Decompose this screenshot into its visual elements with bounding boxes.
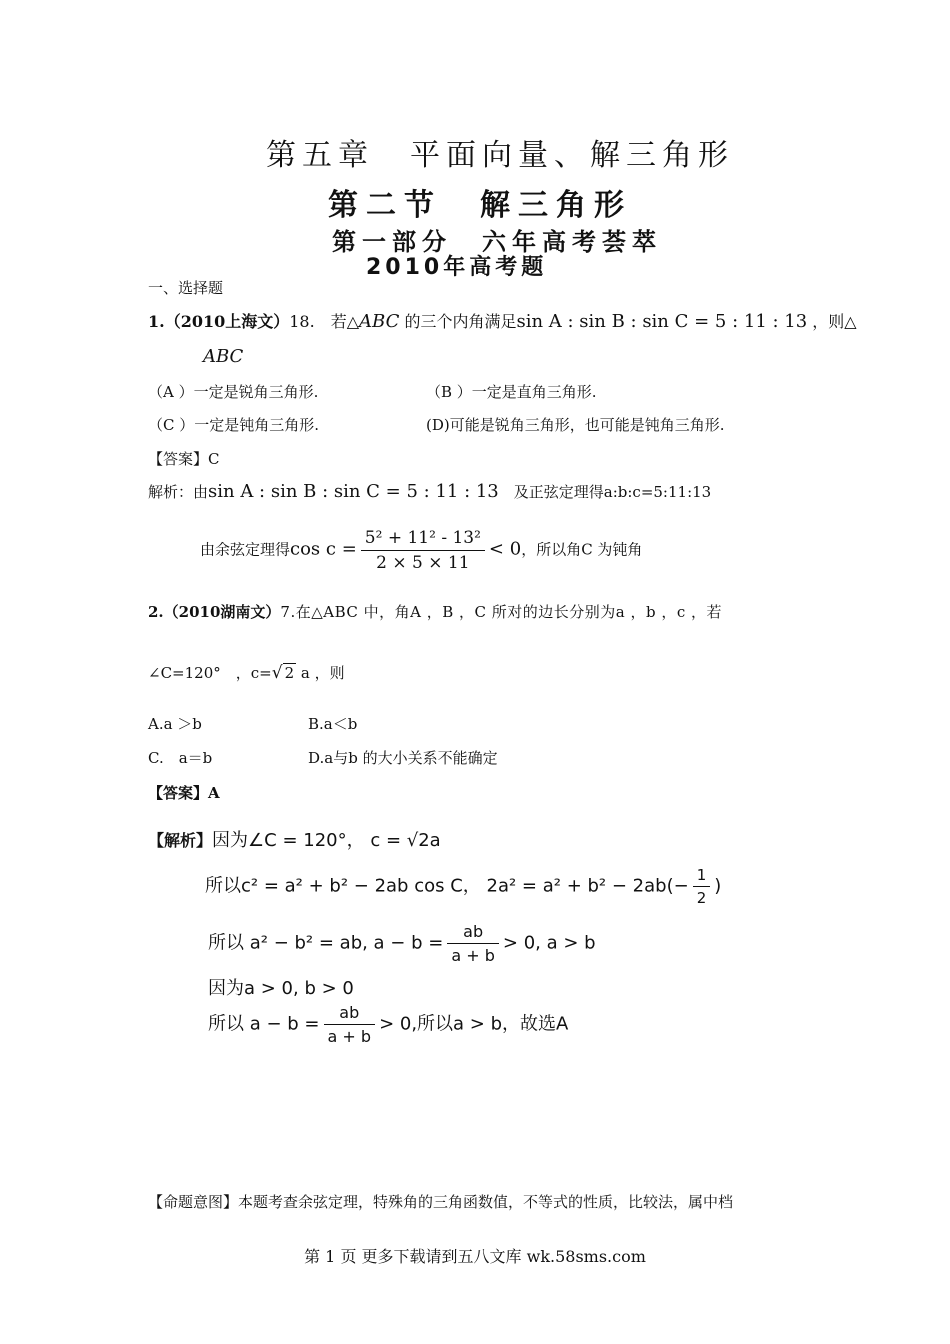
q2-jx-line2: 所以c² = a² + b² − 2ab cos C， 2a² = a² + b² − 2ab(−	[205, 875, 689, 897]
q1-sol-ratio: sin A : sin B : sin C = 5 : 11 : 13	[208, 481, 499, 502]
q2-jx-line3-pre: 所以 a² − b² = ab, a − b =	[208, 932, 444, 954]
q1-abc: ABC	[359, 311, 400, 332]
q2-half-num: 1	[693, 866, 711, 887]
q1-head: 1.（2010上海文）	[148, 312, 290, 331]
q1-cos-pre: 由余弦定理得	[200, 540, 291, 559]
q2-line3-num: ab	[447, 922, 499, 944]
q2-head: 2.（2010湖南文）	[148, 603, 281, 621]
q1-cos-lhs: cos c =	[290, 538, 357, 560]
q1-option-d: (D)可能是锐角三角形，也可能是钝角三角形.	[426, 416, 725, 434]
q2-option-d: D.a与b 的大小关系不能确定	[308, 749, 498, 767]
part-title: 第一部分 六年高考荟萃	[332, 228, 662, 256]
q1-cos-num: 5² + 11² - 13²	[361, 528, 485, 551]
q2-jx-line3-post: > 0, a > b	[502, 932, 596, 954]
q2-sqrt-value: 2	[284, 664, 295, 682]
q2-line5-den: a + b	[327, 1027, 372, 1046]
q2-stem-line2: ∠C=120° ，c=√ 2 a ，则	[148, 663, 345, 683]
q2-analysis-line4: 因为a > 0, b > 0	[208, 978, 354, 999]
q2-line3-den: a + b	[451, 946, 495, 965]
q2-intent: 【命题意图】本题考查余弦定理，特殊角的三角函数值，不等式的性质，比较法，属中档	[148, 1193, 734, 1211]
q2-line2-pre: ∠C=120° ，c=	[148, 664, 272, 682]
q2-analysis-line3	[208, 922, 596, 965]
q1-sol-post: 及正弦定理得a:b:c=5:11:13	[498, 483, 712, 501]
q2-analysis-line5	[208, 1003, 568, 1046]
q2-answer: 【答案】A	[148, 784, 220, 802]
page-footer: 第 1 页 更多下载请到五八文库 wk.58sms.com	[304, 1247, 646, 1266]
q1-cos-post: ，所以角C 为钝角	[521, 540, 643, 559]
q1-stem	[148, 309, 857, 332]
q2-option-c: C. a＝b	[148, 749, 213, 767]
q2-jx-line5-pre: 所以 a − b =	[208, 1013, 320, 1035]
q2-stem	[148, 601, 722, 622]
q2-analysis-line2: 所以c² = a² + b² − 2ab cos C， 2a² = a² + b² − 2ab(− $\frac{1}{2}$ )	[205, 866, 722, 907]
q2-line5-fraction	[324, 1003, 376, 1046]
q1-option-b: （B ）一定是直角三角形.	[426, 383, 597, 401]
q1-answer: 【答案】C	[148, 450, 220, 468]
q2-half-den: 2	[696, 889, 707, 907]
q2-analysis-line1	[148, 826, 441, 852]
q2-option-b: B.a＜b	[308, 715, 358, 733]
q1-ratio: sin A : sin B : sin C = 5 : 11 : 13	[516, 311, 808, 332]
q1-post: ，则△	[807, 312, 857, 331]
q1-cosine-line	[200, 528, 642, 573]
q2-line2-post: a ，则	[296, 664, 345, 682]
section-label: 一、选择题	[148, 279, 224, 297]
chapter-title: 第五章 平面向量、解三角形	[266, 138, 734, 173]
q1-pre: 18. 若△	[289, 312, 360, 331]
q1-cos-den: 2 × 5 × 11	[376, 553, 470, 573]
q1-solution	[148, 481, 711, 502]
q2-option-a: A.a ＞b	[148, 715, 202, 733]
q2-half-fraction	[693, 866, 711, 907]
q2-jx-line1: 因为∠C = 120°， c = √2a	[212, 830, 441, 851]
q1-sol-pre: 解析：由	[148, 483, 209, 501]
q1-cos-fraction	[361, 528, 485, 573]
q2-jx-line5-post: > 0,所以a > b，故选A	[379, 1013, 569, 1035]
q2-analysis-label: 【解析】	[148, 831, 213, 850]
q2-line5-num: ab	[324, 1003, 376, 1025]
q1-cos-rel: < 0	[488, 538, 522, 560]
q2-text: 7.在△ABC 中，角A ，B ，C 所对的边长分别为a ，b ，c ，若	[280, 603, 723, 621]
q1-mid: 的三个内角满足	[399, 312, 517, 331]
q1-abc2: ABC	[203, 346, 244, 367]
q2-line3-fraction	[447, 922, 499, 965]
q1-option-c: （C ）一定是钝角三角形.	[148, 416, 320, 434]
q1-option-a: （A ）一定是锐角三角形.	[148, 383, 319, 401]
section-title: 第二节 解三角形	[328, 188, 632, 223]
year-title: 2010年高考题	[366, 255, 548, 280]
